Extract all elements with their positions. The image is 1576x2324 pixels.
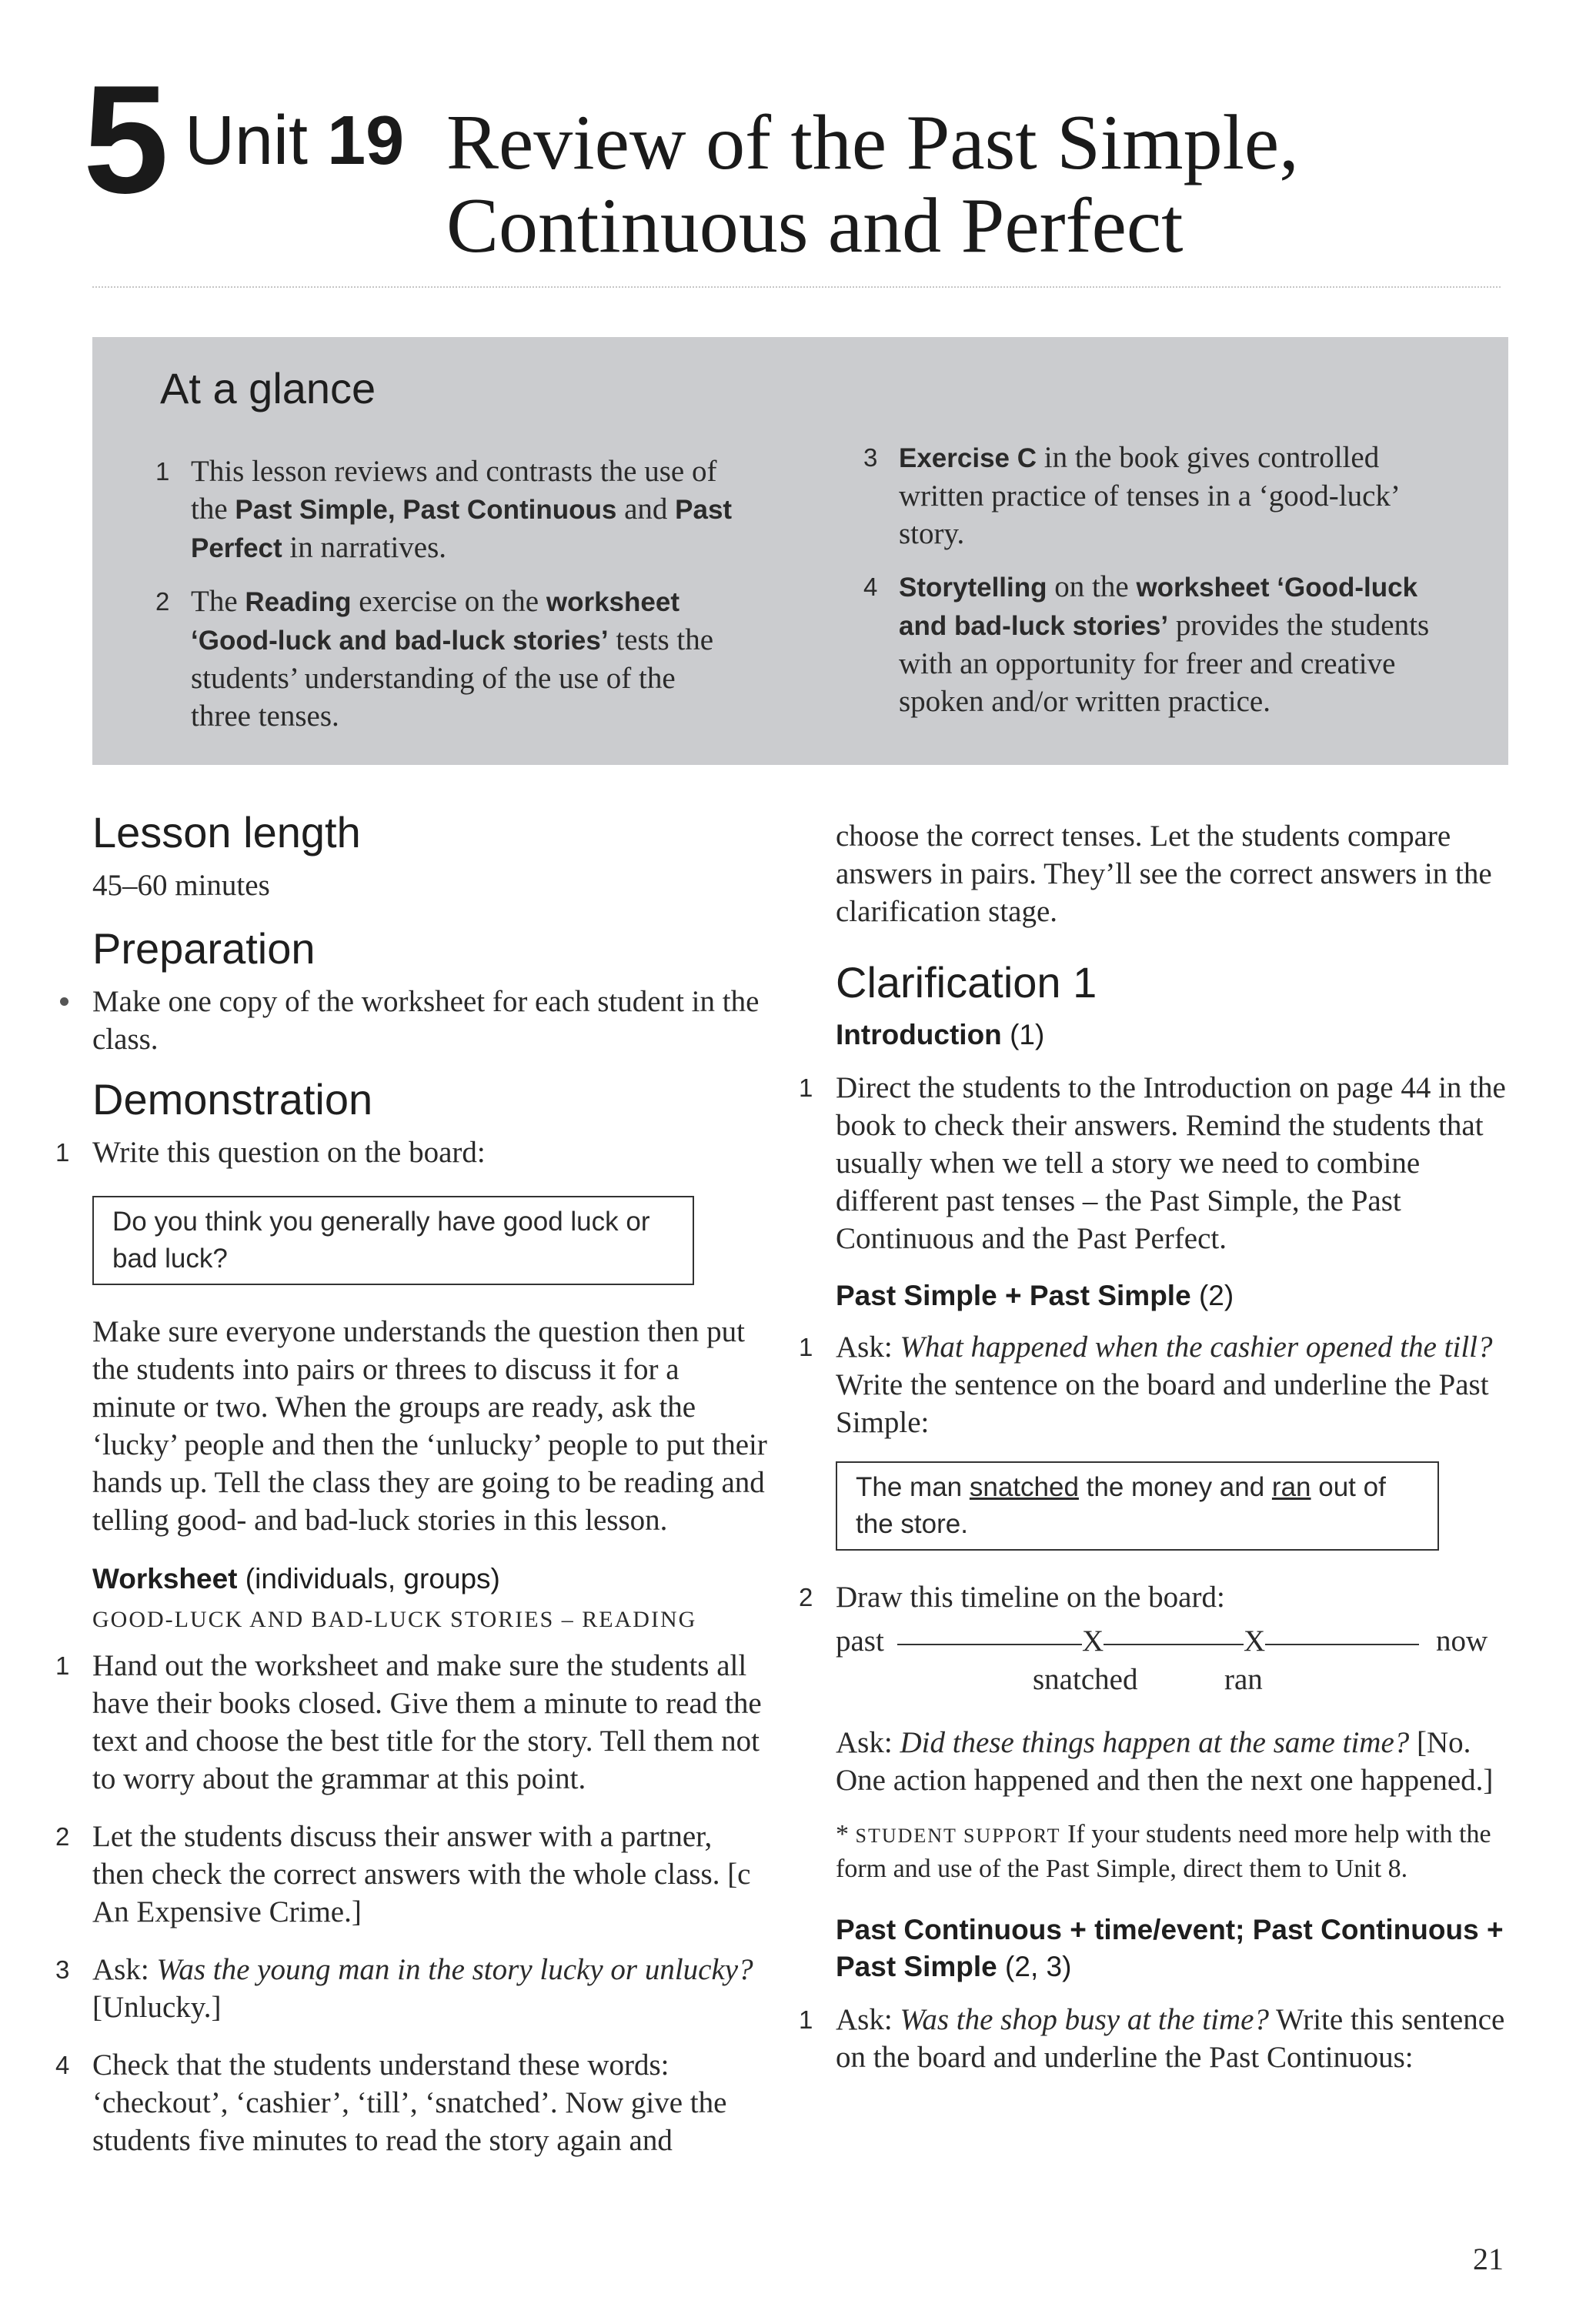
past-continuous-item-number: 1 [799, 2005, 813, 2034]
glance-column-right [833, 439, 1448, 736]
past-simple-heading [836, 1277, 1528, 1314]
timeline-mark-ran: X [1244, 1624, 1266, 1658]
glance-text: tests the students’ understanding of the use of the three tenses. [191, 623, 714, 733]
demo-paragraph: Make sure everyone understands the question then put the students into pairs or threes to discuss it for a minute or two. When the groups are ready, ask the ‘lucky’ people and then the ‘unlucky’ people to put their hands up. Tell the class they are going to be reading and telling good- and bad-luck stories in this lesson. [92, 1315, 767, 1537]
at-a-glance-title: At a glance [160, 364, 376, 412]
glance-column-left [125, 452, 740, 750]
glance-text: This lesson reviews and contrasts the use of the [191, 455, 717, 526]
worksheet-item-number: 4 [55, 2051, 70, 2079]
board-sentence-text: the money and [1078, 1472, 1272, 1502]
past-simple-item-question: What happened when the cashier opened the till? [900, 1331, 1493, 1364]
page-title [446, 99, 1539, 269]
clarification-heading: Clarification 1 [836, 958, 1097, 1007]
past-simple-item-number: 1 [799, 1333, 813, 1361]
past-continuous-item-question: Was the shop busy at the time? [900, 2003, 1269, 2036]
worksheet-item-number: 3 [55, 1955, 70, 1984]
timeline [836, 1624, 1528, 1701]
introduction-heading-rest: (1) [1001, 1019, 1045, 1050]
worksheet-item-ask: Ask: [92, 1953, 157, 1986]
timeline-item [799, 1578, 1528, 1616]
worksheet-subheading: GOOD-LUCK AND BAD-LUCK STORIES – READING [92, 1607, 697, 1632]
glance-bold: Past Simple, Past Continuous [235, 495, 617, 525]
ask-question: Did these things happen at the same time? [900, 1726, 1410, 1759]
introduction-item [799, 1069, 1528, 1257]
introduction-heading [836, 1017, 1528, 1053]
chapter-number: 5 [83, 54, 169, 225]
timeline-mark-snatched: X [1082, 1624, 1104, 1658]
introduction-item-number: 1 [799, 1074, 813, 1102]
glance-bold: worksheet ‘Good-luck and bad-luck stories’ [191, 587, 679, 656]
student-support-label: STUDENT SUPPORT [855, 1825, 1061, 1847]
glance-item-number: 2 [155, 587, 170, 616]
worksheet-item-answer: [Unlucky.] [92, 1991, 222, 2024]
student-support-text: If your students need more help with the form and use of the Past Simple, direct them to Unit 8. [836, 1820, 1491, 1883]
preparation-bullet-item [92, 983, 770, 1058]
worksheet-item-number: 1 [55, 1651, 70, 1680]
bullet-icon [60, 997, 68, 1006]
demo-item-number: 1 [55, 1138, 70, 1167]
worksheet-item-text: Check that the students understand these words: ‘checkout’, ‘cashier’, ‘till’, ‘snatched’. Now give the students five minutes to read the story again and [92, 2049, 727, 2157]
board-sentence-box [836, 1461, 1439, 1551]
glance-text: in narratives. [282, 531, 447, 564]
past-simple-item-ask: Ask: [836, 1331, 900, 1364]
unit-label [185, 102, 405, 179]
worksheet-heading-rest: (individuals, groups) [237, 1563, 500, 1594]
glance-item [125, 452, 740, 567]
continuation-paragraph: choose the correct tenses. Let the students compare answers in pairs. They’ll see the correct answers in the clarification stage. [836, 820, 1492, 928]
past-continuous-heading-bold: Past Continuous + time/event; Past Continuous + Past Simple [836, 1914, 1504, 1982]
right-column [799, 817, 1528, 2096]
glance-bold: worksheet ‘Good-luck and bad-luck stories’ [899, 573, 1418, 641]
demo-item-text: Write this question on the board: [92, 1136, 486, 1169]
worksheet-heading [92, 1561, 770, 1598]
worksheet-heading-bold: Worksheet [92, 1563, 238, 1594]
underlined-verb: snatched [969, 1472, 1079, 1502]
timeline-start-label: past [836, 1624, 884, 1658]
left-column [55, 808, 770, 2179]
introduction-heading-bold: Introduction [836, 1019, 1002, 1050]
glance-bold: Past Perfect [191, 495, 733, 563]
glance-bold: Storytelling [899, 573, 1047, 603]
page-number: 21 [1473, 2242, 1504, 2276]
page-title-line1: Review of the Past Simple, [446, 99, 1299, 186]
timeline-label-ran: ran [1224, 1663, 1263, 1696]
ask-same-time [836, 1724, 1528, 1799]
glance-item [833, 439, 1448, 553]
worksheet-item [55, 1951, 770, 2026]
worksheet-item [55, 2046, 770, 2159]
glance-item [833, 568, 1448, 720]
glance-bold: Exercise C [899, 443, 1037, 473]
header-divider [92, 286, 1501, 288]
past-simple-item [799, 1328, 1528, 1441]
past-continuous-item-ask: Ask: [836, 2003, 900, 2036]
worksheet-item-text: Hand out the worksheet and make sure the students all have their books closed. Give them a minute to read the text and choose the best title for the story. Tell them not to worry about the grammar at this point. [92, 1649, 762, 1795]
past-continuous-item [799, 2001, 1528, 2076]
worksheet-item [55, 1818, 770, 1931]
underlined-verb: ran [1271, 1472, 1311, 1502]
student-support-note [836, 1818, 1528, 1885]
timeline-item-text: Draw this timeline on the board: [836, 1581, 1225, 1614]
past-simple-heading-rest: (2) [1190, 1280, 1234, 1311]
timeline-segment [1104, 1644, 1244, 1645]
past-simple-heading-bold: Past Simple + Past Simple [836, 1280, 1191, 1311]
introduction-item-text: Direct the students to the Introduction on page 44 in the book to check their answers. Remind the students that usually when we tell a story we need to combine different past tenses – the Past Simple, the Past Continuous and the Past Perfect. [836, 1071, 1506, 1255]
past-continuous-heading [836, 1912, 1528, 1985]
asterisk-icon: * [836, 1820, 849, 1848]
glance-bold: Reading [245, 587, 352, 617]
worksheet-item-number: 2 [55, 1822, 70, 1851]
at-a-glance-box [92, 337, 1508, 765]
glance-item-number: 4 [863, 573, 878, 601]
timeline-label-snatched: snatched [1033, 1663, 1138, 1696]
glance-text: exercise on the [351, 585, 546, 618]
page-title-line2: Continuous and Perfect [446, 182, 1184, 269]
demonstration-heading: Demonstration [92, 1075, 373, 1124]
unit-number: 19 [327, 102, 405, 179]
ask-answer: [No. One action happened and then the next one happened.] [836, 1726, 1494, 1797]
glance-text: The [191, 585, 245, 618]
preparation-bullet-text: Make one copy of the worksheet for each student in the class. [92, 985, 760, 1056]
timeline-item-number: 2 [799, 1583, 813, 1611]
timeline-segment [1265, 1644, 1419, 1645]
glance-text: provides the students with an opportunity for freer and creative spoken and/or written practice. [899, 609, 1430, 718]
unit-word: Unit [185, 102, 309, 179]
past-simple-item-rest: Write the sentence on the board and underline the Past Simple: [836, 1368, 1489, 1439]
past-continuous-heading-rest: (2, 3) [997, 1951, 1072, 1982]
worksheet-item-text: Let the students discuss their answer with a partner, then check the correct answers with the whole class. [c An Expensive Crime.] [92, 1820, 751, 1928]
glance-text: and [616, 493, 676, 526]
board-sentence-text: The man [856, 1472, 970, 1502]
glance-text: in the book gives controlled written practice of tenses in a ‘good-luck’ story. [899, 441, 1399, 550]
glance-item-number: 1 [155, 457, 170, 486]
worksheet-item-question: Was the young man in the story lucky or unlucky? [156, 1953, 753, 1986]
ask-prefix: Ask: [836, 1726, 900, 1759]
lesson-length-heading: Lesson length [92, 808, 361, 856]
board-question-box: Do you think you generally have good luck or bad luck? [92, 1196, 694, 1285]
timeline-segment [897, 1644, 1082, 1645]
timeline-end-label: now [1436, 1624, 1488, 1658]
glance-item [125, 583, 740, 735]
worksheet-item [55, 1647, 770, 1798]
glance-item-number: 3 [863, 443, 878, 472]
lesson-length-value: 45–60 minutes [92, 869, 270, 902]
preparation-heading: Preparation [92, 924, 316, 973]
demo-item [55, 1134, 770, 1171]
glance-text: on the [1047, 570, 1137, 603]
board-sentence-text: out of the store. [856, 1472, 1386, 1539]
past-continuous-item-rest: Write this sentence on the board and underline the Past Continuous: [836, 2003, 1505, 2074]
